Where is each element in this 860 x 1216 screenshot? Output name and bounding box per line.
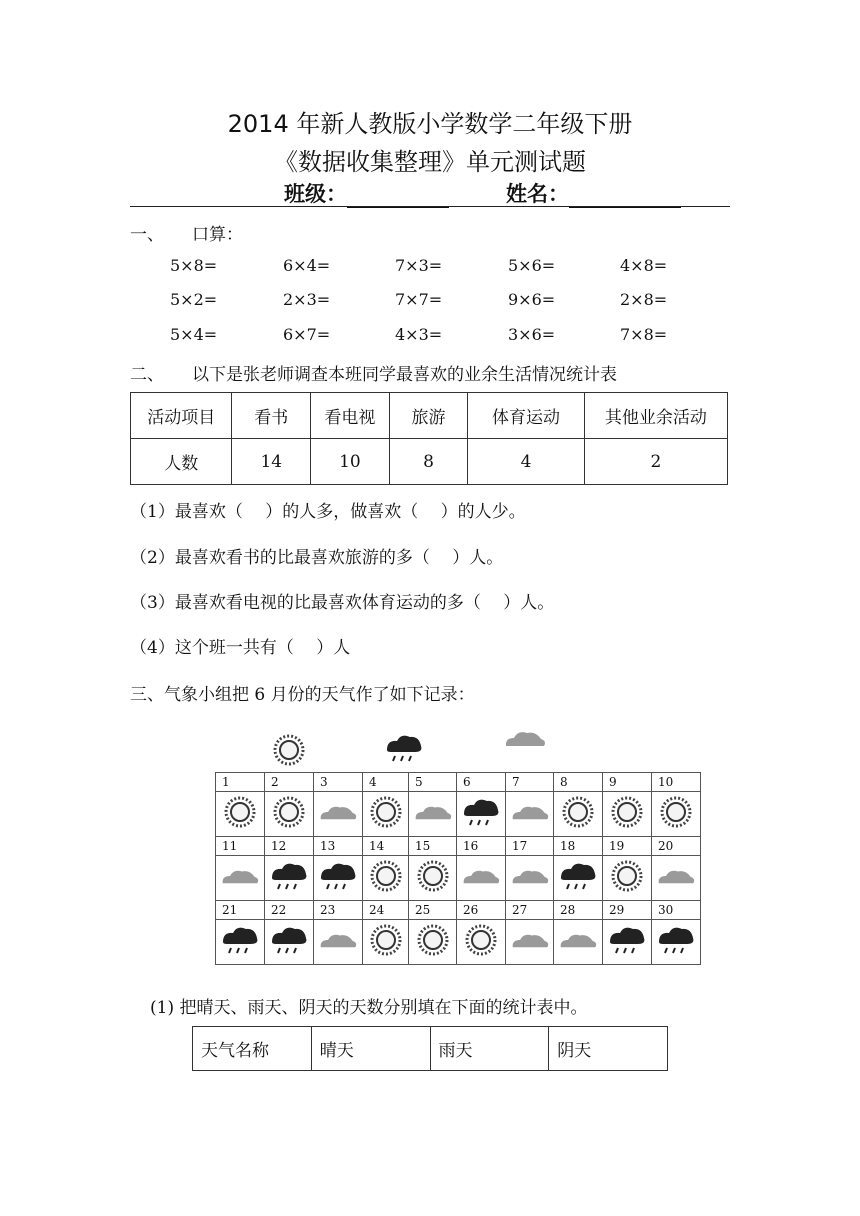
calendar-weather-row	[216, 856, 701, 901]
calendar-day-number: 24	[363, 901, 409, 920]
calendar-weather-cell	[363, 920, 409, 965]
header-divider	[130, 206, 730, 207]
rain-cloud-icon	[606, 943, 648, 962]
calendar-weather-cell	[506, 792, 554, 837]
sun-icon	[609, 879, 645, 898]
calendar-day-number: 16	[457, 837, 506, 856]
oral-item: 5×8=	[170, 256, 218, 275]
calendar-weather-cell	[216, 856, 265, 901]
table-row	[193, 1027, 668, 1071]
cloud-icon	[461, 872, 501, 891]
calendar-day-number: 25	[409, 901, 457, 920]
page-subtitle: 《数据收集整理》单元测试题	[274, 148, 586, 176]
calendar-weather-cell	[457, 792, 506, 837]
sun-icon	[271, 732, 307, 768]
table-cell: 天气名称	[193, 1027, 312, 1071]
table-header-cell: 体育运动	[468, 393, 584, 439]
sun-icon	[368, 815, 404, 834]
calendar-day-number: 18	[554, 837, 603, 856]
table-header-cell: 旅游	[389, 393, 468, 439]
cloud-icon	[510, 872, 550, 891]
calendar-weather-cell	[314, 856, 363, 901]
question-4: （4）这个班一共有（ ）人	[130, 638, 351, 658]
cloud-icon	[318, 808, 358, 827]
calendar-day-number: 13	[314, 837, 363, 856]
calendar-weather-cell	[652, 920, 701, 965]
table-header-cell: 看书	[232, 393, 311, 439]
calendar-weather-cell	[216, 792, 265, 837]
calendar-day-number: 4	[363, 773, 409, 792]
sun-icon	[415, 879, 451, 898]
table-cell: 雨天	[430, 1027, 549, 1071]
section2-title: 以下是张老师调查本班同学最喜欢的业余生活情况统计表	[192, 365, 617, 385]
calendar-weather-cell	[554, 920, 603, 965]
rain-cloud-icon	[655, 943, 697, 962]
calendar-weather-cell	[265, 792, 314, 837]
calendar-day-number: 7	[506, 773, 554, 792]
section3-title: 三、气象小组把 6 月份的天气作了如下记录：	[130, 685, 475, 705]
rain-cloud-icon	[557, 879, 599, 898]
sun-icon	[368, 943, 404, 962]
calendar-weather-cell	[603, 856, 652, 901]
calendar-day-number: 6	[457, 773, 506, 792]
sun-icon	[222, 815, 258, 834]
cloud-icon	[503, 726, 547, 750]
table-cell: 人数	[131, 439, 232, 485]
calendar-weather-cell	[363, 792, 409, 837]
calendar-day-number: 11	[216, 837, 265, 856]
page-title: 2014 年新人教版小学数学二年级下册	[227, 110, 633, 138]
oral-item: 4×3=	[395, 325, 443, 344]
calendar-weather-cell	[652, 856, 701, 901]
sun-icon	[609, 815, 645, 834]
table-cell: 8	[389, 439, 468, 485]
oral-item: 7×3=	[395, 256, 443, 275]
calendar-day-number: 27	[506, 901, 554, 920]
sun-icon	[560, 815, 596, 834]
calendar-weather-cell	[506, 920, 554, 965]
calendar-day-number: 5	[409, 773, 457, 792]
calendar-day-number: 30	[652, 901, 701, 920]
calendar-weather-cell	[457, 856, 506, 901]
calendar-day-number: 10	[652, 773, 701, 792]
weather-stat-table	[192, 1026, 668, 1071]
calendar-weather-cell	[265, 856, 314, 901]
calendar-weather-cell	[409, 920, 457, 965]
oral-item: 7×8=	[620, 325, 668, 344]
sun-icon	[271, 815, 307, 834]
calendar-weather-cell	[314, 920, 363, 965]
calendar-day-number: 20	[652, 837, 701, 856]
table-header-row	[131, 393, 728, 439]
calendar-weather-cell	[216, 920, 265, 965]
oral-item: 5×4=	[170, 325, 218, 344]
calendar-weather-cell	[409, 856, 457, 901]
calendar-day-number: 15	[409, 837, 457, 856]
table-header-cell: 看电视	[311, 393, 390, 439]
name-blank[interactable]	[569, 182, 681, 208]
class-field	[284, 178, 449, 208]
rain-cloud-icon	[268, 943, 310, 962]
calendar-day-number: 22	[265, 901, 314, 920]
section2-number: 二、	[130, 365, 164, 385]
question-2: （2）最喜欢看书的比最喜欢旅游的多（ ）人。	[130, 548, 504, 568]
question-3: （3）最喜欢看电视的比最喜欢体育运动的多（ ）人。	[130, 593, 555, 613]
table-row	[131, 439, 728, 485]
sun-icon	[368, 879, 404, 898]
calendar-weather-row	[216, 792, 701, 837]
calendar-weather-cell	[409, 792, 457, 837]
cloud-icon	[656, 872, 696, 891]
rain-cloud-icon	[268, 879, 310, 898]
cloud-icon	[510, 936, 550, 955]
cloud-icon	[318, 936, 358, 955]
section1-number: 一、	[130, 225, 164, 245]
cloud-icon	[413, 808, 453, 827]
rain-cloud-icon	[460, 815, 502, 834]
calendar-day-number: 28	[554, 901, 603, 920]
calendar-weather-cell	[506, 856, 554, 901]
calendar-day-number: 19	[603, 837, 652, 856]
name-field	[506, 178, 681, 208]
cloud-icon	[558, 936, 598, 955]
calendar-day-row	[216, 837, 701, 856]
table-cell: 2	[584, 439, 727, 485]
calendar-weather-cell	[314, 792, 363, 837]
table-header-cell: 其他业余活动	[584, 393, 727, 439]
class-blank[interactable]	[347, 182, 449, 208]
calendar-day-number: 8	[554, 773, 603, 792]
table-header-cell: 活动项目	[131, 393, 232, 439]
sub-question-1: (1) 把晴天、雨天、阴天的天数分别填在下面的统计表中。	[150, 998, 588, 1018]
calendar-day-number: 23	[314, 901, 363, 920]
calendar-weather-cell	[603, 792, 652, 837]
table-cell: 阴天	[549, 1027, 668, 1071]
table-cell: 10	[311, 439, 390, 485]
sun-icon	[463, 943, 499, 962]
calendar-weather-cell	[265, 920, 314, 965]
calendar-weather-cell	[457, 920, 506, 965]
calendar-weather-cell	[603, 920, 652, 965]
calendar-day-number: 14	[363, 837, 409, 856]
calendar-day-number: 3	[314, 773, 363, 792]
section1-title: 口算：	[192, 225, 243, 245]
calendar-day-number: 2	[265, 773, 314, 792]
sun-icon	[658, 815, 694, 834]
name-label: 姓名：	[506, 182, 569, 206]
calendar-weather-cell	[652, 792, 701, 837]
calendar-day-row	[216, 773, 701, 792]
oral-item: 7×7=	[395, 290, 443, 309]
rain-cloud-icon	[383, 730, 425, 766]
calendar-day-number: 17	[506, 837, 554, 856]
weather-calendar	[215, 772, 701, 965]
rain-cloud-icon	[317, 879, 359, 898]
calendar-day-number: 26	[457, 901, 506, 920]
activity-table	[130, 392, 728, 485]
question-1: （1）最喜欢（ ）的人多，做喜欢（ ）的人少。	[130, 502, 526, 522]
oral-item: 6×4=	[283, 256, 331, 275]
oral-item: 2×8=	[620, 290, 668, 309]
calendar-weather-cell	[554, 856, 603, 901]
calendar-weather-row	[216, 920, 701, 965]
table-cell: 4	[468, 439, 584, 485]
sun-icon	[415, 943, 451, 962]
calendar-day-number: 1	[216, 773, 265, 792]
oral-item: 6×7=	[283, 325, 331, 344]
calendar-weather-cell	[554, 792, 603, 837]
calendar-day-number: 21	[216, 901, 265, 920]
oral-item: 5×2=	[170, 290, 218, 309]
oral-item: 5×6=	[508, 256, 556, 275]
calendar-day-row	[216, 901, 701, 920]
oral-item: 3×6=	[508, 325, 556, 344]
calendar-day-number: 29	[603, 901, 652, 920]
cloud-icon	[220, 872, 260, 891]
calendar-day-number: 12	[265, 837, 314, 856]
weather-figure	[215, 722, 701, 972]
calendar-day-number: 9	[603, 773, 652, 792]
rain-cloud-icon	[219, 943, 261, 962]
oral-item: 4×8=	[620, 256, 668, 275]
table-cell: 14	[232, 439, 311, 485]
cloud-icon	[510, 808, 550, 827]
table-cell: 晴天	[311, 1027, 430, 1071]
class-label: 班级：	[284, 182, 347, 206]
oral-item: 9×6=	[508, 290, 556, 309]
calendar-weather-cell	[363, 856, 409, 901]
oral-item: 2×3=	[283, 290, 331, 309]
